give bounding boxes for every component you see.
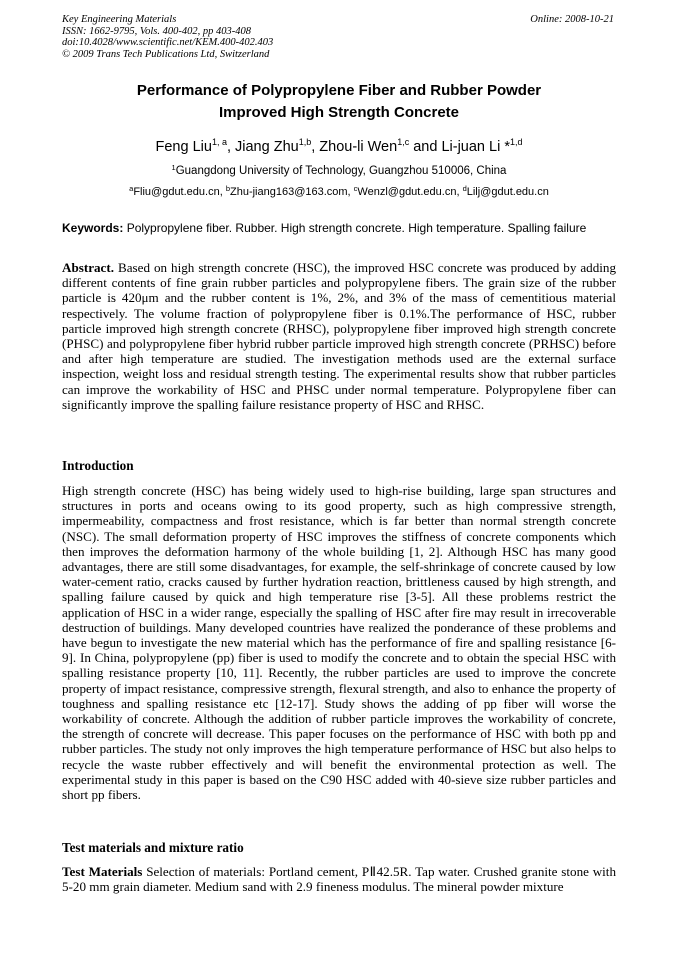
author-superscript: 1, a (211, 137, 227, 147)
doi-line: doi:10.4028/www.scientific.net/KEM.400-402.403 (62, 37, 274, 48)
introduction-paragraph: High strength concrete (HSC) has being widely used to high-rise building, large span structures and structures in ports and oceans owing to its good property, such as high compressive strength, impermeability, compactness and frost resistance, which is far better than normal strength concrete (NSC). The small deformation property of HSC improves the stiffness of concrete components which then improves the deformation harmony of the whole building [1, 2]. Although HSC has many good advantages, there are still some disadvantages, for example, the self-shrinkage of concrete caused by low water-cement ratio, cracks caused by further hydration reaction, brittleness caused by high strength, and spalling failure caused by quick and high temperature rise [3-5]. All these problems restrict the application of HSC in a wider range, especially the spalling of HSC after fire may result in irrecoverable destruction of buildings. Many developed countries have realized the ponderance of these problems and have begun to investigate the new material which has the performance of fire and spalling resistance [6-9]. In China, polypropylene (pp) fiber is used to modify the concrete and to obtain the special HSC with spalling resistance property [10, 11]. Recently, the rubber particles are used to improve the concrete property of impact resistance, compressive strength, flexural strength, and also to enhance the property of toughness and spalling resistance etc [12-17]. Study shows the adding of pp fiber will worse the workability of concrete. Although the addition of rubber particle improves the workability of concrete, the strength of concrete will decrease. This paper focuses on the performance of HSC with both pp and rubber particles. The study not only improves the high temperature performance of HSC but also helps to recycle the waste rubber effectively and will benefit the environmental protection as well. The experimental study in this paper is based on the C90 HSC added with 40-sieve size rubber particles and short pp fibers. (62, 483, 616, 803)
email-superscript: d (462, 184, 467, 193)
author-separator: and (409, 139, 442, 155)
journal-header (62, 14, 273, 60)
copyright-line: © 2009 Trans Tech Publications Ltd, Switzerland (62, 48, 270, 60)
author-name: Zhou-li Wen (319, 139, 398, 155)
author-superscript: 1,c (397, 137, 410, 147)
abstract-label: Abstract. (62, 260, 114, 275)
affiliation-superscript: 1 (171, 163, 176, 172)
journal-name: Key Engineering Materials (62, 14, 177, 25)
keywords-line (62, 220, 616, 237)
email-address: Fliu@gdut.edu.cn, (133, 186, 226, 198)
keywords-label: Keywords: (62, 221, 124, 235)
author-list (62, 137, 616, 157)
online-date: Online: 2008-10-21 (530, 14, 614, 25)
email-address: Zhu-jiang163@163.com, (229, 186, 354, 198)
issn-line: ISSN: 1662-9795, Vols. 400-402, pp 403-408 (62, 25, 251, 37)
abstract-text: Based on high strength concrete (HSC), the improved HSC concrete was produced by adding different contents of fine grain rubber particles and polypropylene fibers. The grain size of the rubber particle is 420μm and the rubber content is 1%, 2%, and 3% of the mass of cementitious material respectively. The volume fraction of polypropylene fiber is 0.1%.The performance of HSC, rubber particle improved high strength concrete (RHSC), polypropylene fiber improved high strength concrete (PHSC) and polypropylene fiber hybrid rubber particle improved high strength concrete (PRHSC) before and after high temperature are studied. The investigation methods used are the external surface inspection, weight loss and residual strength testing. The experimental results show that rubber particles can improve the workability of HSC and PHSC under normal temperature. Polypropylene fiber can significantly improve the spalling failure resistance property of HSC and RHSC. (62, 260, 616, 412)
email-superscript: a (129, 184, 134, 193)
title-line-2: Improved High Strength Concrete (218, 104, 460, 121)
email-address: Wenzl@gdut.edu.cn, (357, 186, 463, 198)
author-separator: , (311, 139, 320, 155)
introduction-heading: Introduction (62, 458, 134, 473)
email-superscript: c (353, 184, 358, 193)
affiliation (62, 163, 616, 179)
test-materials-heading: Test materials and mixture ratio (62, 840, 244, 855)
author-separator: , (226, 139, 236, 155)
keywords-text: Polypropylene fiber. Rubber. High strength concrete. High temperature. Spalling failure (123, 221, 587, 235)
paper-title (62, 80, 616, 124)
email-list (62, 184, 616, 200)
test-materials-label: Test Materials (62, 864, 143, 879)
author-name: Li-juan Li * (441, 139, 510, 155)
author-name: Jiang Zhu (235, 139, 299, 155)
author-superscript: 1,b (298, 137, 312, 147)
abstract-paragraph (62, 260, 616, 412)
author-name: Feng Liu (155, 139, 212, 155)
title-line-1: Performance of Polypropylene Fiber and Rubber Powder (136, 82, 542, 99)
author-superscript: 1,d (509, 137, 523, 147)
email-superscript: b (225, 184, 230, 193)
affiliation-text: Guangdong University of Technology, Guangzhou 510006, China (175, 165, 507, 177)
email-address: Lilj@gdut.edu.cn (466, 186, 549, 198)
test-materials-paragraph (62, 864, 616, 894)
test-materials-text: Selection of materials: Portland cement, PⅡ42.5R. Tap water. Crushed granite stone with 5-20 mm grain diameter. Medium sand with 2.9 fineness modulus. The mineral powder mixture (62, 864, 616, 895)
